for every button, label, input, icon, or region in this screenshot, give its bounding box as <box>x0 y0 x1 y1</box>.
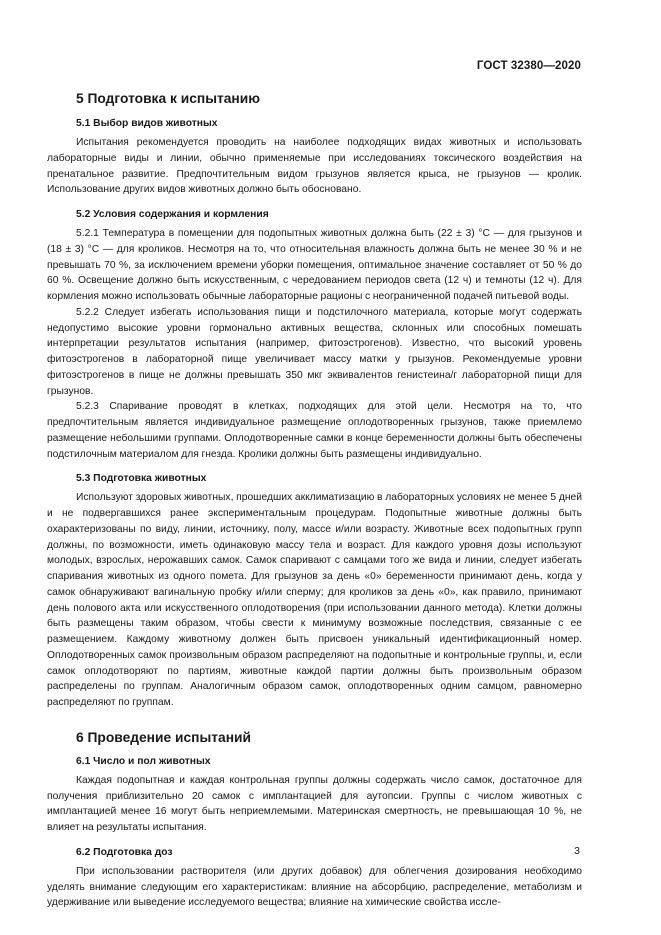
section-5-1-title: 5.1 Выбор видов животных <box>76 118 218 129</box>
document-body <box>47 90 582 911</box>
section-6-title: 6 Проведение испытаний <box>76 729 252 745</box>
section-5-2-title: 5.2 Условия содержания и кормления <box>76 209 269 220</box>
paragraph: При использовании растворителя (или других добавок) для облегчения дозирования необходимо уделять внимание следующим его характеристикам: влияние на абсорбцию, распределение, метаболизм и удерживание или выведение исследуемого вещества; влияние на химические свойства иссле- <box>47 865 582 909</box>
paragraph: Испытания рекомендуется проводить на наиболее подходящих видах животных и использовать лабораторные виды и линии, обычно применяемые при исследованиях токсического воздействия на пренатальное развитие. Предпочтительным видом грызунов является крыса, не грызунов — кролик. Использование других видов животных должно быть обосновано. <box>47 137 582 196</box>
section-6-2-title: 6.2 Подготовка доз <box>76 846 173 858</box>
paragraph: 5.2.2 Следует избегать использования пищи и подстилочного материала, которые могут содержать недопустимо высокие уровни гормонально активных вещества, склонных или способных помешать интерпретации результатов испытания (например, фитоэстрогенов). Известно, что высокий уровень фитоэстрогенов в лабораторной пище увеличивает массу матки у грызунов. Рекомендуемые уровни фитоэстрогенов в пище не должны превышать 350 мкг эквивалентов генистеина/г лабораторной пищи для грызунов. <box>47 306 582 397</box>
section-5-3-title: 5.3 Подготовка животных <box>76 473 207 485</box>
paragraph: 5.2.1 Температура в помещении для подопытных животных должна быть (22 ± 3) °С — для грызунов и (18 ± 3) °С — для кроликов. Несмотря на то, что относительная влажность должна быть не менее 30 % и не превышать 70 %, за исключением времени уборки помещения, оптимальное значение составляет от 50 % до 60 %. Освещение должно быть искусственным, с чередованием периодов света (12 ч) и темноты (12 ч). Для кормления можно использовать обычные лабораторные рационы с неограниченной подачей питьевой воды. <box>47 228 582 302</box>
paragraph: Используют здоровых животных, прошедших акклиматизацию в лабораторных условиях не менее 5 дней и не подвергавшихся ранее экспериментальным процедурам. Подопытные животные должны быть охарактеризованы по виду, линии, источнику, полу, массе и/или возрасту. Животные всех подопытных групп должны, по возможности, иметь одинаковую массу тела и возраст. Для каждого уровня дозы используют молодых, взрослых, нерожавших самок. Самок спаривают с самцами того же вида и линии, следует избегать спаривания животных из одного помета. Для грызунов за день «0» беременности принимают день, когда у самок обнаруживают вагинальную пробку и/или сперму; для кроликов за день «0», как правило, принимают день полового акта или искусственного оплодотворения (при использовании данного метода). Клетки должны быть размещены таким образом, чтобы свести к минимуму возможные последствия, связанные с ее размещением. Каждому животному должен быть присвоен уникальный идентификационный номер. Оплодотворенных самок произвольным образом распределяют на подопытные и контрольные группы, и, если самок оплодотворяют по партиям, животные каждой партии должны быть произвольным образом распределены по группам. Аналогичным образом самок, оплодотворенных одним самцом, равномерно распределяют по группам. <box>47 492 582 708</box>
page-number: 3 <box>574 845 580 857</box>
section-6-1-title: 6.1 Число и пол животных <box>76 755 211 767</box>
paragraph: Каждая подопытная и каждая контрольная группы должны содержать число самок, достаточное для получения приблизительно 20 самок с имплантацией для аутопсии. Группы с числом животных с имплантацией менее 16 могут быть неприемлемыми. Материнская смертность, не превышающая 10 %, не влияет на результаты испытания. <box>47 774 582 833</box>
document-number: ГОСТ 32380—2020 <box>476 60 581 72</box>
paragraph: 5.2.3 Спаривание проводят в клетках, подходящих для этой цели. Несмотря на то, что предпочтительным является индивидуальное размещение оплодотворенных грызунов, также приемлемо размещение небольшими группами. Оплодотворенные самки в конце беременности должны быть обеспечены подстилочным материалом для гнезда. Кролики должны быть размещены индивидуально. <box>47 401 582 460</box>
section-5-title: 5 Подготовка к испытанию <box>76 91 261 106</box>
